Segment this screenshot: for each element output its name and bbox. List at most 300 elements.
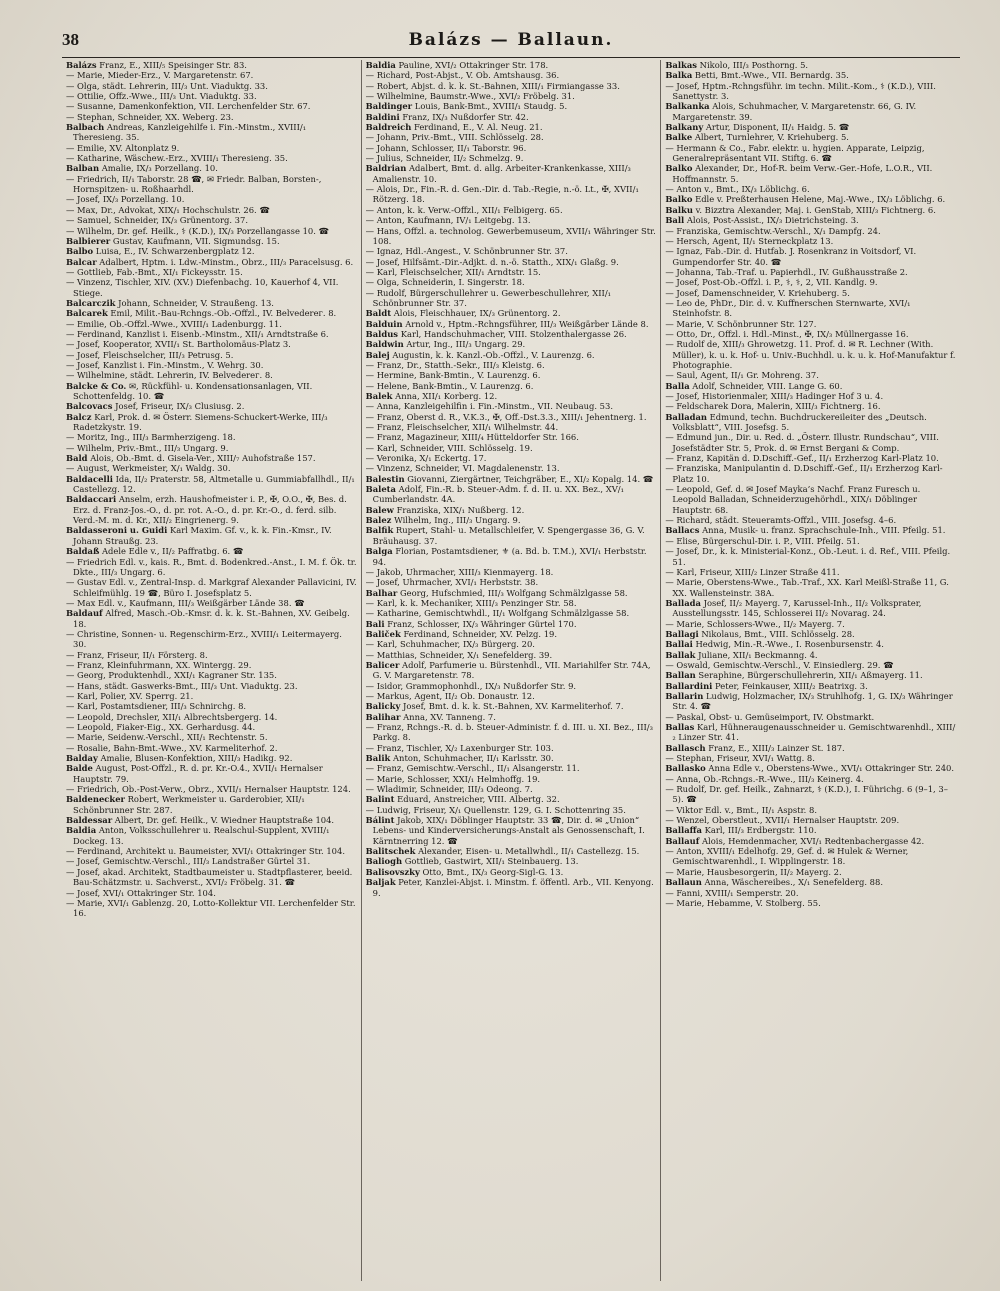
entry-text: — Marie, XVI/₁ Gablenzg. 20, Lotto-Kollektur VII. Lerchenfelder Str. 16.	[66, 897, 356, 919]
entry-text: — Karl, k. k. Mechaniker, XIII/₃ Penzinger Str. 58.	[365, 597, 577, 608]
column-3	[660, 60, 960, 1281]
entry-text: — Anton v., Bmt., IX/₃ Löblichg. 6.	[665, 184, 810, 195]
entry-surname: Balcarek	[66, 308, 108, 319]
entry-text: — Olga, städt. Lehrerin, III/₃ Unt. Viaduktg. 33.	[66, 80, 268, 91]
entry-text: Adolf, Schneider, VIII. Lange G. 60.	[689, 380, 843, 391]
page-number: 38	[62, 30, 79, 49]
directory-entry	[66, 70, 357, 80]
directory-entry	[665, 381, 956, 391]
entry-text: — Hans, städt. Gaswerks-Bmt., III/₃ Unt. Viaduktg. 23.	[66, 680, 298, 691]
entry-text: — Karl, Schneider, VIII. Schlösselg. 19.	[365, 442, 533, 453]
directory-entry	[66, 319, 357, 329]
entry-text: — Alois, Dr., Fin.-R. d. Gen.-Dir. d. Tab.-Regie, n.-ö. Lt., ✠, XVII/₁ Rötzerg. 18.	[365, 184, 639, 205]
directory-entry	[66, 277, 357, 298]
entry-text: Pauline, XVI/₂ Ottakringer Str. 178.	[395, 60, 549, 70]
directory-entry	[366, 350, 657, 360]
entry-surname: Ballaun	[665, 877, 702, 888]
entry-text: — Wilhelmine, städt. Lehrerin, IV. Belvederег. 8.	[66, 370, 273, 381]
directory-entry	[665, 484, 956, 515]
entry-text: Wilhelm, Ing., III/₃ Ungarg. 9.	[391, 515, 521, 526]
entry-text: — Anna, Ob.-Rchngs.-R.-Wwe., III/₃ Keinerg. 4.	[665, 773, 864, 784]
entry-surname: Balday	[66, 753, 98, 764]
entry-text: — Franziska, Manipulantin d. D.Dschiff.-Gef., II/₁ Erzherzog Karl-Platz 10.	[665, 463, 943, 484]
entry-surname: Baldaccari	[66, 494, 117, 505]
directory-entry	[66, 629, 357, 650]
entry-text: Adalbert, Hptm. i. Ldw.-Minstm., Obrz., III/₃ Paracelsusg. 6.	[96, 256, 354, 267]
entry-surname: Balbierer	[66, 235, 111, 246]
entry-surname: Balkas	[665, 60, 697, 70]
directory-entry	[665, 805, 956, 815]
entry-text: Nikolo, III/₃ Posthorng. 5.	[696, 60, 809, 70]
directory-entry	[366, 867, 657, 877]
directory-entry	[66, 122, 357, 143]
directory-entry	[665, 70, 956, 80]
directory-entry	[665, 660, 956, 670]
entry-text: Gustav, Kaufmann, VII. Sigmundsg. 15.	[110, 235, 280, 246]
entry-text: — Hermann & Co., Fabr. elektr. u. hygien. Apparate, Leipzig, Generalrepräsentant VII. Stiftg. 6. ☎	[665, 142, 925, 164]
entry-surname: Baleta	[365, 484, 396, 495]
entry-text: Josef, Friseur, IX/₃ Clusiusg. 2.	[112, 401, 245, 412]
entry-surname: Balke	[665, 132, 693, 143]
entry-text: — Josef, Dr., k. k. Ministerial-Konz., Ob.-Leut. i. d. Ref., VIII. Pfeilg. 51.	[665, 546, 951, 567]
directory-entry	[665, 722, 956, 743]
entry-surname: Balez	[365, 515, 392, 526]
entry-text: — Christine, Sonnen- u. Regenschirm-Erz., XVIII/₁ Leitermayerg. 30.	[66, 628, 342, 650]
directory-entry	[366, 381, 657, 391]
entry-surname: Baljak	[365, 877, 396, 888]
entry-surname: Balik	[365, 753, 391, 764]
entry-surname: Balcarczik	[66, 297, 116, 308]
directory-entry	[366, 546, 657, 567]
entry-surname: Baldenecker	[66, 794, 125, 805]
entry-surname: Ballasko	[665, 763, 706, 774]
entry-text: — Karl, Friseur, XIII/₂ Linzer Straße 411.	[665, 566, 840, 577]
entry-surname: Baldia	[365, 60, 396, 70]
directory-entry	[665, 691, 956, 712]
directory-entry	[66, 215, 357, 225]
entry-surname: Balint	[365, 794, 395, 805]
entry-text: Josef, II/₂ Mayerg. 7, Karussel-Inh., II/₂ Volksprater, Ausstellungsstr. 145, Schlosserei II/₂ Novarag. 24.	[672, 597, 922, 619]
entry-text: — Vinzenz, Schneider, VI. Magdalenenstr. 13.	[365, 463, 560, 474]
entry-text: — Marie, Schlossers-Wwe., II/₂ Mayerg. 7.	[665, 618, 845, 629]
directory-entry	[66, 163, 357, 173]
entry-text: Ida, II/₂ Praterstr. 58, Altmetalle u. Gummiabfallhdl., II/₁ Castellezg. 12.	[73, 473, 355, 495]
directory-entry	[366, 722, 657, 743]
directory-entry	[366, 577, 657, 587]
entry-text: — Gustav Edl. v., Zentral-Insp. d. Markgraf Alexander Pallavicini, IV. Schleifmühlg. 19 ☎, Büro I. Josefsplatz 5.	[66, 577, 357, 598]
entry-surname: Ballauf	[665, 835, 700, 846]
entry-text: — Johann, Schlosser, II/₁ Taborstr. 96.	[365, 142, 527, 153]
entry-surname: Baldreich	[365, 122, 412, 133]
entry-text: August, Post-Offzl., R. d. pr. Kr.-O.4., XVII/₁ Hernalser Hauptstr. 79.	[73, 763, 323, 784]
directory-entry	[66, 257, 357, 267]
entry-text: Albert, Dr. gef. Heilk., V. Wiedner Hauptstraße 104.	[112, 815, 335, 826]
directory-entry	[66, 236, 357, 246]
directory-entry	[366, 743, 657, 753]
entry-text: — Franz, Friseur, II/₁ Försterg. 8.	[66, 649, 208, 660]
directory-entry	[366, 205, 657, 215]
directory-entry	[366, 608, 657, 618]
entry-text: — Josef, Hptm.-Rchngsführ. im techn. Milit.-Kom., ⚕ (K.D.), VIII. Sanettystr. 3.	[665, 80, 936, 102]
directory-entry	[366, 267, 657, 277]
directory-entry	[66, 701, 357, 711]
directory-entry	[665, 246, 956, 267]
entry-text: — Franz, Fleischselcher, XII/₁ Wilhelmstr. 44.	[365, 422, 559, 433]
entry-surname: Balcke & Co.	[66, 380, 127, 391]
directory-entry	[66, 443, 357, 453]
directory-entry	[665, 577, 956, 598]
entry-text: — Hersch, Agent, II/₁ Sterneckplatz 13.	[665, 235, 834, 246]
entry-surname: Balde	[66, 763, 93, 774]
directory-entry	[366, 877, 657, 898]
entry-text: — Karl, Postamtsdiener, III/₃ Schnirchg. 8.	[66, 701, 247, 712]
directory-entry	[665, 743, 956, 753]
directory-entry	[665, 670, 956, 680]
entry-text: — Katharine, Wäschew.-Erz., XVIII/₁ Theresieng. 35.	[66, 153, 288, 164]
entry-surname: Baldaß	[66, 546, 100, 557]
directory-entry	[665, 825, 956, 835]
entry-text: Alexander, Eisen- u. Metallwhdl., II/₁ Castellezg. 15.	[415, 846, 640, 857]
directory-entry	[366, 463, 657, 473]
entry-text: — Friedrich Edl. v., kais. R., Bmt. d. Bodenkred.-Anst., I. M. f. Ök. tr. Dkte., III/₃ Ungarg. 6.	[66, 556, 357, 577]
directory-entry	[66, 784, 357, 794]
entry-text: Otto, Bmt., IX/₃ Georg-Sigl-G. 13.	[419, 866, 564, 877]
entry-text: — Karl, Polier, XV. Sperrg. 21.	[66, 690, 194, 701]
entry-text: — Anton, Kaufmann, IV/₁ Leitgebg. 13.	[365, 215, 531, 226]
entry-text: Amalie, Blusen-Konfektion, XIII/₃ Hadikg. 92.	[97, 753, 293, 764]
directory-entry	[366, 763, 657, 773]
directory-entry	[366, 401, 657, 411]
directory-entry	[665, 681, 956, 691]
directory-entry	[366, 515, 657, 525]
entry-text: — Johanna, Tab.-Traf. u. Papierhdl., IV. Gußhausstraße 2.	[665, 266, 908, 277]
entry-text: Anton, Volksschullehrer u. Realschul-Supplent, XVIII/₁ Dockeg. 13.	[73, 825, 330, 846]
directory-entry	[66, 453, 357, 463]
directory-entry	[366, 805, 657, 815]
entry-text: — Josef, Kooperator, XVII/₁ St. Bartholomäus-Platz 3.	[66, 339, 291, 350]
directory-entry	[665, 122, 956, 132]
directory-entry	[66, 60, 357, 70]
entry-text: — Richard, Post-Abjst., V. Ob. Amtshausg. 36.	[365, 70, 560, 81]
directory-entry	[665, 60, 956, 70]
entry-text: — Josef, Uhrmacher, XVI/₁ Herbststr. 38.	[365, 577, 539, 588]
entry-text: Franz, IX/₃ Nußdorfer Str. 42.	[399, 111, 529, 122]
directory-entry	[366, 484, 657, 505]
directory-entry	[366, 443, 657, 453]
entry-text: — Vinzenz, Tischler, XIV. (XV.) Diefenbachg. 10, Kauerhof 4, VII. Stiege.	[66, 277, 339, 298]
entry-surname: Balcz	[66, 411, 92, 422]
directory-entry	[66, 194, 357, 204]
directory-entry	[66, 360, 357, 370]
entry-text: — Veronika, X/₁ Eckertg. 17.	[365, 453, 487, 464]
entry-text: Anna, XII/₁ Korberg. 12.	[392, 391, 498, 401]
entry-text: — Rosalie, Bahn-Bmt.-Wwe., XV. Karmeliterhof. 2.	[66, 742, 278, 753]
entry-text: — Max, Dr., Advokat, XIX/₁ Hochschulstr. 26. ☎	[66, 204, 270, 215]
directory-entry	[366, 339, 657, 349]
entry-text: — Gottlieb, Fab.-Bmt., XI/₁ Fickeysstr. 15.	[66, 266, 243, 277]
entry-text: Seraphine, Bürgerschullehrerin, XII/₁ Aßmayerg. 11.	[695, 670, 923, 681]
directory-entry	[66, 370, 357, 380]
entry-text: — Richard, städt. Steueramts-Offzl., VIII. Josefsg. 4–6.	[665, 515, 897, 526]
entry-text: Louis, Bank-Bmt., XVIII/₁ Staudg. 5.	[412, 101, 568, 112]
entry-surname: Balej	[365, 349, 390, 360]
entry-text: — Viktor Edl. v., Bmt., II/₁ Aspstr. 8.	[665, 804, 817, 815]
directory-entry	[366, 681, 657, 691]
directory-entry	[366, 691, 657, 701]
directory-entry	[366, 163, 657, 184]
entry-text: — Markus, Agent, II/₂ Ob. Donaustr. 12.	[365, 690, 535, 701]
directory-entry	[366, 712, 657, 722]
entry-text: Anna, Wäschereibes., X/₁ Senefelderg. 88.	[701, 877, 884, 888]
directory-entry	[66, 401, 357, 411]
entry-text: — Rudolf de, XIII/₃ Ghrowetzg. 11. Prof. d. ✉ R. Lechner (With. Müller), k. u. k. Hof- u. Univ.-Buchhdl. u. k. u. k. Hof-Manufaktur f. Photographie.	[665, 339, 956, 370]
directory-entry	[665, 639, 956, 649]
directory-entry	[665, 836, 956, 846]
directory-entry	[66, 81, 357, 91]
directory-entry	[66, 557, 357, 578]
directory-entry	[665, 319, 956, 329]
entry-text: — Marie, Hebamme, V. Stolberg. 55.	[665, 897, 821, 908]
directory-entry	[366, 308, 657, 318]
entry-text: Alois, Post-Assist., IX/₃ Dietrichsteing. 3.	[684, 215, 859, 226]
entry-text: Adalbert, Bmt. d. allg. Arbeiter-Krankenkasse, XIII/₃ Amalienstr. 10.	[372, 163, 631, 184]
directory-entry	[665, 401, 956, 411]
entry-text: — Josef, Damenschneider, V. Kriehuberg. 5.	[665, 287, 850, 298]
entry-surname: Balko	[665, 194, 693, 205]
directory-entry	[665, 598, 956, 619]
directory-entry	[665, 288, 956, 298]
entry-surname: Balcar	[66, 256, 97, 267]
entry-surname: Ballarin	[665, 690, 704, 701]
entry-text: — Samuel, Schneider, IX/₃ Grünentorg. 37.	[66, 215, 248, 226]
entry-surname: Balew	[365, 504, 394, 515]
entry-surname: Balbo	[66, 246, 94, 257]
entry-text: Albert, Turnlehrer, V. Kriehuberg. 5.	[692, 132, 849, 143]
directory-entry	[366, 257, 657, 267]
entry-text: — August, Werkmeister, X/₁ Waldg. 30.	[66, 463, 231, 474]
directory-entry	[665, 215, 956, 225]
entry-text: — Hans, Offzl. a. technolog. Gewerbemuseum, XVII/₁ Währinger Str. 108.	[365, 225, 656, 246]
directory-entry	[66, 153, 357, 163]
directory-entry	[366, 370, 657, 380]
entry-text: — Josef, akad. Architekt, Stadtbaumeister u. Stadtpflasterer, beeid. Bau-Schätzmstr. u. Sachverst., XVI/₂ Fröbelg. 31. ☎	[66, 866, 353, 888]
directory-entry	[665, 463, 956, 484]
directory-entry	[66, 743, 357, 753]
directory-entry	[366, 70, 657, 80]
entry-text: Franz, E., XIII/₅ Speisinger Str. 83.	[96, 60, 247, 70]
directory-entry	[66, 174, 357, 195]
entry-text: — Ignaz, Fab.-Dir. d. Hutfab. J. Rosenkranz in Voitsdorf, VI. Gumpendorfer Str. 40. ☎	[665, 246, 917, 267]
entry-surname: Balfik	[365, 525, 394, 536]
entry-text: — Anton, k. k. Verw.-Offzl., XII/₁ Felbigerg. 65.	[365, 204, 563, 215]
directory-entry	[665, 650, 956, 660]
entry-text: — Leopold, Drechsler, XII/₁ Albrechtsbergerg. 14.	[66, 711, 278, 722]
directory-entry	[366, 588, 657, 598]
entry-text: — Franziska, Gemischtw.-Verschl., X/₁ Dampfg. 24.	[665, 225, 881, 236]
entry-surname: Balbach	[66, 122, 105, 133]
directory-entry	[366, 639, 657, 649]
entry-surname: Balga	[365, 546, 393, 557]
entry-surname: Bali	[365, 618, 385, 629]
entry-text: Eduard, Anstreicher, VIII. Albertg. 32.	[394, 794, 560, 805]
entry-text: — Ignaz, Hdl.-Angest., V. Schönbrunner Str. 37.	[365, 246, 568, 257]
entry-text: Franziska, XIX/₁ Nußberg. 12.	[393, 504, 525, 515]
entry-text: — Ottilie, Offz.-Wwe., III/₃ Unt. Viaduktg. 33.	[66, 91, 257, 102]
entry-text: Andreas, Kanzleigehilfe i. Fin.-Minstm., XVIII/₁ Theresieng. 35.	[73, 122, 307, 143]
entry-text: — Josef, Fleischselcher, III/₃ Petrusg. 5.	[66, 349, 234, 360]
entry-text: — Robert, Abjst. d. k. k. St.-Bahnen, XIII/₁ Firmiangasse 33.	[365, 80, 620, 91]
entry-surname: Balicer	[365, 659, 400, 670]
entry-text: Anna, XV. Tanneng. 7.	[400, 711, 496, 722]
entry-text: — Josef, XVI/₁ Ottakringer Str. 104.	[66, 887, 216, 898]
entry-text: Franz, E., XIII/₃ Lainzer St. 187.	[705, 742, 845, 753]
entry-surname: Balkanka	[665, 101, 710, 112]
entry-text: — Marie, Oberstens-Wwe., Tab.-Traf., XX. Karl Meißl-Straße 11, G. XX. Wallensteinstr. 38A.	[665, 577, 949, 598]
directory-entry	[66, 474, 357, 495]
directory-entry	[665, 712, 956, 722]
entry-text: — Josef, Gemischtw.-Verschl., III/₃ Landstraßer Gürtel 31.	[66, 856, 311, 867]
entry-text: Robert, Werkmeister u. Garderobier, XII/₁ Schönbrunner Str. 287.	[73, 794, 305, 815]
directory-entry	[366, 629, 657, 639]
entry-text: Artur, Ing., III/₃ Ungarg. 29.	[403, 339, 526, 350]
directory-entry	[66, 525, 357, 546]
entry-text: Hedwig, Min.-R.-Wwe., I. Rosenbursenstr. 4.	[692, 639, 884, 650]
directory-entry	[66, 598, 357, 608]
entry-text: — Josef, Historienmaler, XIII/₃ Hadinger Hof 3 u. 4.	[665, 391, 884, 401]
entry-text: — Ludwig, Friseur, X/₁ Quellenstr. 129, G. I. Schottenring 35.	[365, 804, 626, 815]
entry-text: Emil, Milit.-Bau-Rchngs.-Ob.-Offzl., IV. Belvederег. 8.	[107, 308, 337, 319]
directory-entry	[665, 101, 956, 122]
entry-text: — Marie, Hausbesorgerin, II/₂ Mayerg. 2.	[665, 866, 842, 877]
directory-entry	[366, 153, 657, 163]
entry-text: Alois, Schuhmacher, V. Margaretenstr. 66, G. IV. Margaretenstr. 39.	[672, 101, 917, 122]
directory-entry	[66, 712, 357, 722]
entry-text: — Stephan, Schneider, XX. Weberg. 23.	[66, 111, 234, 122]
directory-entry	[665, 412, 956, 433]
entry-text: Georg, Hufschmied, III/₃ Wolfgang Schmälzlgasse 58.	[397, 587, 628, 598]
entry-text: Edmund, techn. Buchdruckereileiter des „Deutsch. Volksblatt“, VIII. Josefsg. 5.	[672, 411, 927, 433]
entry-text: — Josef, IX/₃ Porzellang. 10.	[66, 194, 185, 205]
entry-text: — Wilhelmine, Baumstr.-Wwe., XVI/₂ Fröbelg. 31.	[365, 91, 575, 102]
entry-text: — Susanne, Damenkonfektion, VII. Lerchenfelder Str. 67.	[66, 101, 311, 112]
directory-entry	[66, 432, 357, 442]
directory-entry	[366, 701, 657, 711]
entry-text: — Wladimir, Schneider, III/₃ Odeong. 7.	[365, 784, 533, 795]
directory-entry	[366, 474, 657, 484]
entry-text: v. Bizztra Alexander, Maj. i. GenStab, XIII/₃ Fichtnerg. 6.	[692, 204, 936, 215]
directory-entry	[366, 319, 657, 329]
directory-entry	[66, 381, 357, 402]
directory-entry	[665, 453, 956, 463]
directory-entry	[665, 567, 956, 577]
directory-entry	[66, 308, 357, 318]
directory-entry	[665, 132, 956, 142]
entry-text: ✉, Rückfühl- u. Kondensationsanlagen, VII. Schottenfeldg. 10. ☎	[73, 380, 313, 401]
directory-entry	[366, 815, 657, 846]
entry-text: — Wilhelm, Dr. gef. Heilk., ⚕ (K.D.), IX/₃ Porzellangasse 10. ☎	[66, 225, 329, 236]
directory-entry	[366, 288, 657, 309]
entry-text: — Josef, Kanzlist i. Fin.-Minstm., V. Wehrg. 30.	[66, 359, 264, 370]
directory-entry	[665, 163, 956, 184]
entry-text: — Marie, V. Schönbrunner Str. 127.	[665, 318, 817, 329]
entry-surname: Ballagi	[665, 628, 699, 639]
entry-surname: Balhar	[365, 587, 398, 598]
directory-entry	[366, 846, 657, 856]
entry-text: — Max Edl. v., Kaufmann, III/₃ Weißgärber Lände 38. ☎	[66, 597, 305, 608]
directory-entry	[665, 277, 956, 287]
entry-text: Jakob, XIX/₁ Döblinger Hauptstr. 33 ☎, Dir. d. ✉ „Union“ Lebens- und Kinderversicherungs-Anstalt als Genossenschaft, I. Kärntnerring 12. ☎	[372, 815, 645, 846]
entry-text: — Wenzel, Oberstleut., XVII/₁ Hernalser Hauptstr. 209.	[665, 815, 900, 826]
directory-entry	[665, 525, 956, 535]
entry-text: — Marie, Schlosser, XXI/₁ Helmhoffg. 19.	[365, 773, 541, 784]
directory-entry	[66, 546, 357, 556]
entry-text: — Franz, Oberst d. R., V.K.3., ✠, Off.-Dst.3.3., XIII/₁ Jehentnerg. 1.	[365, 411, 647, 422]
directory-entry	[665, 329, 956, 339]
entry-text: — Friedrich, Ob.-Post-Verw., Obrz., XVII/₁ Hernalser Hauptstr. 124.	[66, 784, 351, 795]
directory-entry	[66, 753, 357, 763]
entry-surname: Baldwin	[365, 339, 404, 350]
directory-entry	[665, 536, 956, 546]
directory-entry	[366, 794, 657, 804]
entry-text: Anna, Musik- u. franz. Sprachschule-Inh., VIII. Pfeilg. 51.	[699, 525, 946, 536]
entry-surname: Ballacs	[665, 525, 700, 536]
entry-surname: Baldacelli	[66, 473, 113, 484]
entry-surname: Ball	[665, 215, 685, 226]
entry-text: Augustin, k. k. Kanzl.-Ob.-Offzl., V. Laurenzg. 6.	[389, 349, 595, 360]
directory-entry	[665, 298, 956, 319]
entry-text: Adele Edle v., II/₂ Paffratbg. 6. ☎	[99, 546, 244, 557]
directory-entry	[366, 81, 657, 91]
directory-entry	[665, 184, 956, 194]
directory-entry	[366, 432, 657, 442]
column-2	[361, 60, 661, 1281]
entry-text: Peter, Feinkauser, XIII/₂ Beatrixg. 3.	[712, 680, 868, 691]
entry-text: — Otto, Dr., Offzl. i. Hdl.-Minst., ✠, IX/₃ Müllnergasse 16.	[665, 328, 909, 339]
entry-text: — Edmund jun., Dir. u. Red. d. „Österr. Illustr. Rundschau“, VIII. Josefstädter Str. 5, Prok. d. ✉ Ernst Bergani & Comp.	[665, 432, 939, 453]
entry-text: — Emilie, XV. Altonplatz 9.	[66, 142, 180, 153]
directory-entry	[66, 205, 357, 215]
entry-text: Alois, Ob.-Bmt. d. Gisela-Ver., XIII/₇ Auhofstraße 157.	[87, 453, 316, 464]
entry-text: Josef, Bmt. d. k. k. St.-Bahnen, XV. Karmeliterhof. 7.	[400, 701, 624, 712]
directory-entry	[66, 143, 357, 153]
directory-entry	[66, 815, 357, 825]
entry-surname: Baldasseroni u. Guidi	[66, 525, 168, 536]
directory-entry	[366, 122, 657, 132]
entry-text: Anselm, erzh. Haushofmeister i. P., ✠, O.O., ✠, Bes. d. Erz. d. Franz-Jos.-O., d. pr. rot. A.-O., d. pr. Kr.-O., d. ferd. silb. Verd.-M. m. d. Kr., XII/₂ Eingrienerg. 9.	[73, 494, 347, 526]
entry-text: — Anton, XVIII/₁ Edelhofg. 29, Gef. d. ✉ Hulek & Werner, Gemischtwarenhdl., I. Wipplingerstr. 18.	[665, 846, 909, 867]
entry-surname: Bald	[66, 453, 88, 464]
directory-entry	[665, 784, 956, 805]
directory-entry	[366, 505, 657, 515]
entry-surname: Ballaffa	[665, 825, 702, 836]
entry-text: Gottlieb, Gastwirt, XII/₁ Steinbauerg. 13.	[402, 856, 579, 867]
entry-surname: Ballasch	[665, 742, 706, 753]
directory-entry	[366, 360, 657, 370]
directory-entry	[66, 732, 357, 742]
entry-text: — Friedrich, II/₁ Taborstr. 28 ☎, ✉ Friedr. Balban, Borsten-, Hornspitzen- u. Roßhaarhdl.	[66, 173, 322, 195]
directory-entry	[665, 226, 956, 236]
entry-surname: Balisovszky	[365, 866, 420, 877]
entry-text: — Franz, Rchngs.-R. d. b. Steuer-Administr. f. d. III. u. XI. Bez., III/₃ Parkg. 8.	[365, 722, 653, 743]
entry-text: — Jakob, Uhrmacher, XIII/₃ Kienmayerg. 18.	[365, 566, 554, 577]
columns-container	[62, 60, 960, 1281]
directory-entry	[665, 370, 956, 380]
entry-text: — Hermine, Bank-Bmtin., V. Laurenzg. 6.	[365, 370, 541, 381]
entry-surname: Balka	[665, 70, 693, 81]
directory-entry	[366, 101, 657, 111]
entry-text: Luisa, E., IV. Schwarzenbergplatz 12.	[93, 246, 255, 257]
entry-text: — Franz, Kapitän d. D.Dschiff.-Gef., II/₁ Erzherzog Karl-Platz 10.	[665, 453, 939, 464]
